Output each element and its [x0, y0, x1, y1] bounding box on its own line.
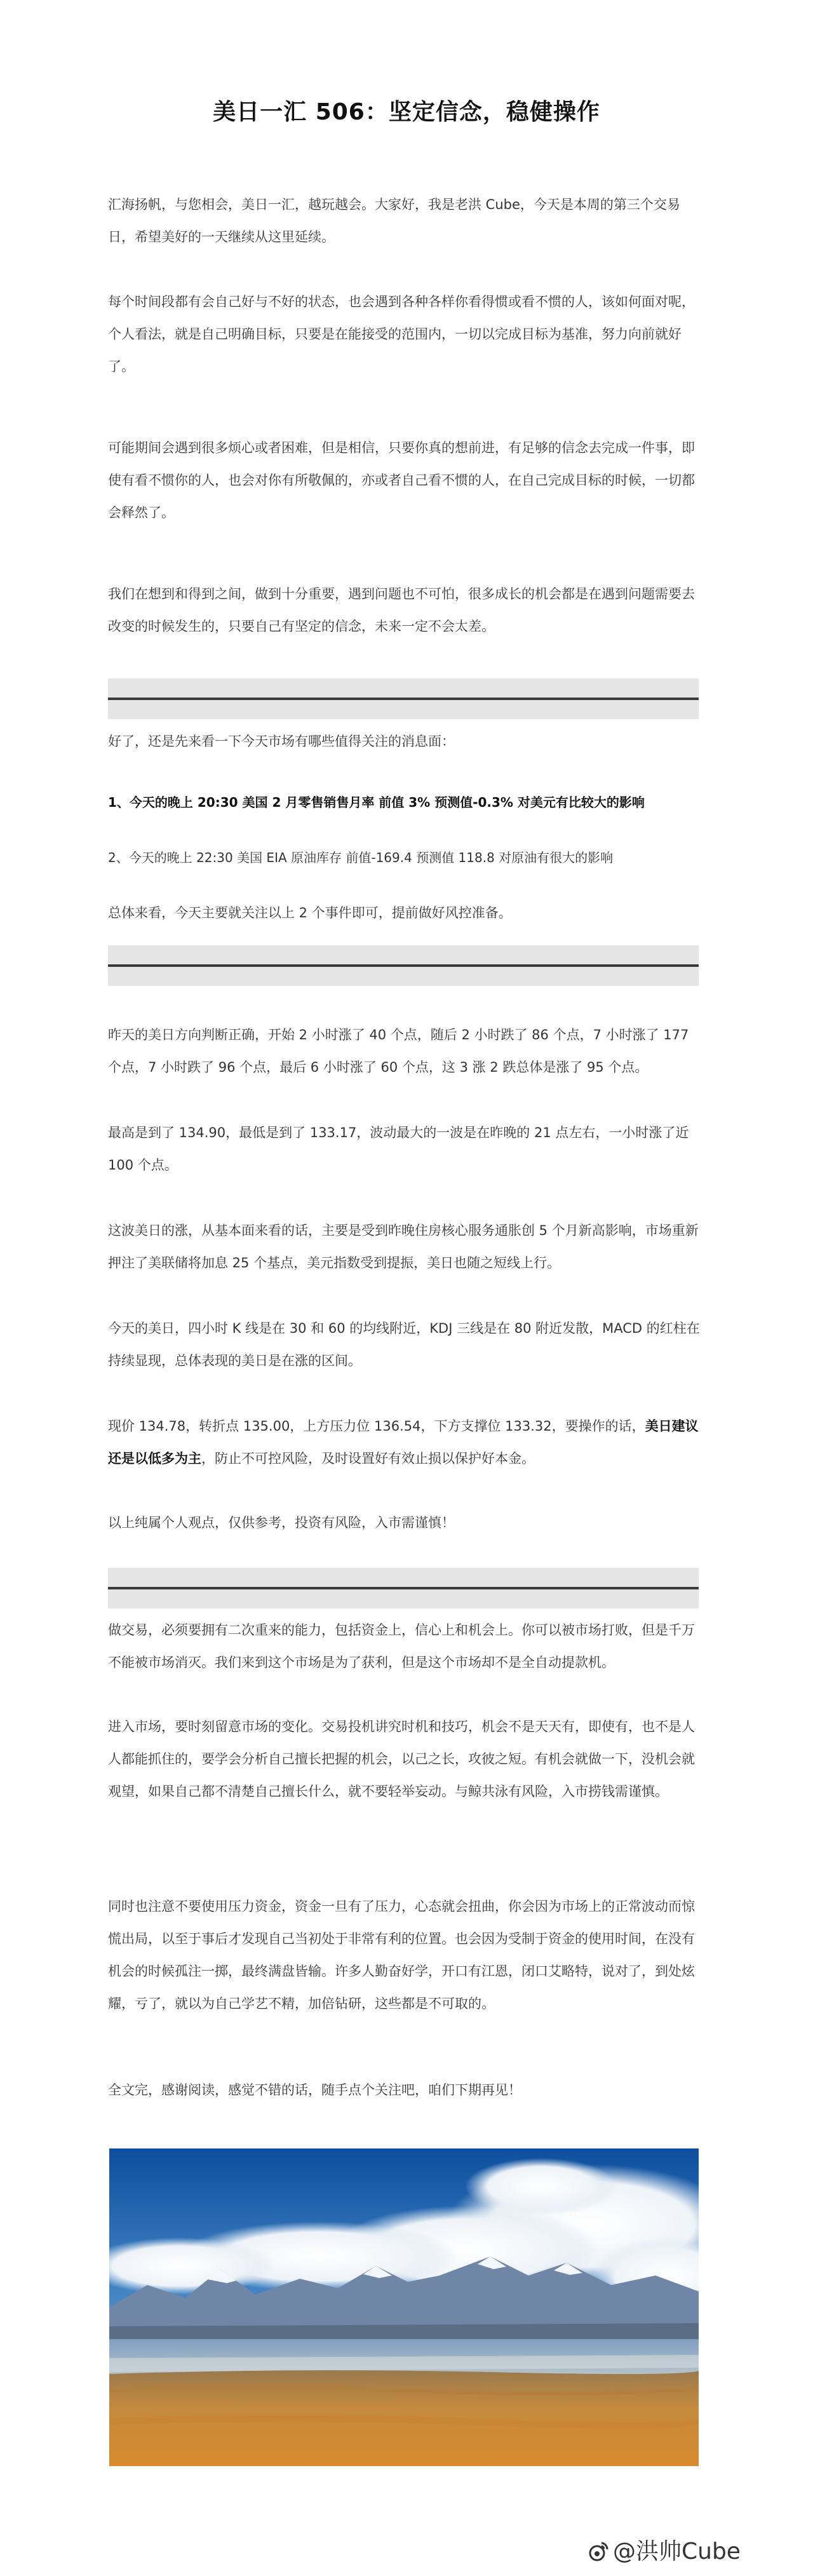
- paragraph-analysis-2: 最高是到了 134.90，最低是到了 133.17，波动最大的一波是在昨晚的 21 点左右，一小时涨了近 100 个点。: [108, 1125, 689, 1173]
- section-divider: [108, 945, 699, 986]
- paragraph-analysis-4: 今天的美日，四小时 K 线是在 30 和 60 的均线附近，KDJ 三线是在 80 附近发散，MACD 的红柱在持续显现，总体表现的美日是在涨的区间。: [108, 1321, 700, 1368]
- paragraph-outro-1: 做交易，必须要拥有二次重来的能力，包括资金上，信心上和机会上。你可以被市场打败，但是千万不能被市场消灭。我们来到这个市场是为了获利，但是这个市场却不是全自动提款机。: [108, 1622, 695, 1670]
- landscape-photo: [109, 2148, 699, 2466]
- section-divider: [108, 1568, 699, 1608]
- analysis-5-text: 现价 134.78，转折点 135.00，上方压力位 136.54，下方支撑位 133.32，要操作的话，: [108, 1419, 645, 1434]
- analysis-5-tail: ，防止不可控风险，及时设置好有效止损以保护好本金。: [201, 1451, 535, 1466]
- paragraph-news-summary: 总体来看，今天主要就关注以上 2 个事件即可，提前做好风控准备。: [108, 905, 512, 920]
- paragraph-news-intro: 好了，还是先来看一下今天市场有哪些值得关注的消息面：: [108, 734, 455, 749]
- paragraph-intro-4: 我们在想到和得到之间，做到十分重要，遇到问题也不可怕，很多成长的机会都是在遇到问题需要去改变的时候发生的，只要自己有坚定的信念，未来一定不会太差。: [108, 586, 695, 634]
- paragraph-disclaimer: 以上纯属个人观点，仅供参考，投资有风险，入市需谨慎！: [108, 1515, 455, 1530]
- news-item-1: 1、今天的晚上 20:30 美国 2 月零售销售月率 前值 3% 预测值-0.3% 对美元有比较大的影响: [108, 795, 645, 810]
- paragraph-outro-3: 同时也注意不要使用压力资金，资金一旦有了压力，心态就会扭曲，你会因为市场上的正常波动而惊慌出局，以至于事后才发现自己当初处于非常有利的位置。也会因为受制于资金的使用时间，在没有机会的时候孤注一掷，最终满盘皆输。许多人勤奋好学，开口有江恩，闭口艾略特，说对了，到处炫耀，亏了，就以为自己学艺不精，加倍钻研，这些都是不可取的。: [108, 1899, 695, 2011]
- paragraph-outro-2: 进入市场，要时刻留意市场的变化。交易投机讲究时机和技巧，机会不是天天有，即使有，也不是人人都能抓住的，要学会分析自己擅长把握的机会，以己之长，攻彼之短。有机会就做一下，没机会就观望，如果自己都不清楚自己擅长什么，就不要轻举妄动。与鲸共泳有风险，入市捞钱需谨慎。: [108, 1719, 695, 1799]
- paragraph-closing: 全文完，感谢阅读，感觉不错的话，随手点个关注吧，咱们下期再见！: [108, 2082, 521, 2098]
- paragraph-intro-2: 每个时间段都有会自己好与不好的状态，也会遇到各种各样你看得惯或看不惯的人，该如何面对呢，个人看法，就是自己明确目标，只要是在能接受的范围内，一切以完成目标为基准，努力向前就好了。: [108, 294, 695, 374]
- weibo-logo-icon: [588, 2540, 609, 2562]
- section-divider: [108, 678, 699, 719]
- paragraph-analysis-3: 这波美日的涨，从基本面来看的话，主要是受到昨晚住房核心服务通胀创 5 个月新高影响，市场重新押注了美联储将加息 25 个基点，美元指数受到提振，美日也随之短线上行。: [108, 1223, 699, 1271]
- watermark-text: @洪帅Cube: [613, 2539, 741, 2565]
- paragraph-intro-3: 可能期间会遇到很多烦心或者困难，但是相信，只要你真的想前进，有足够的信念去完成一件事，即使有看不惯你的人，也会对你有所敬佩的，亦或者自己看不惯的人，在自己完成目标的时候，一切都会释然了。: [108, 440, 695, 520]
- article-title: 美日一汇 506：坚定信念，稳健操作: [213, 99, 600, 125]
- paragraph-intro-1: 汇海扬帆，与您相会，美日一汇，越玩越会。大家好，我是老洪 Cube，今天是本周的第三个交易日，希望美好的一天继续从这里延续。: [108, 197, 680, 245]
- author-watermark: [588, 2533, 741, 2566]
- paragraph-analysis-5: [108, 1410, 705, 1475]
- paragraph-analysis-1: 昨天的美日方向判断正确，开始 2 小时涨了 40 个点，随后 2 小时跌了 86 个点，7 小时涨了 177 个点，7 小时跌了 96 个点，最后 6 小时涨了 60 个点，这 3 涨 2 跌总体是涨了 95 个点。: [108, 1027, 689, 1075]
- analysis-5-recommendation: 美日建议还是以低多为主: [108, 1419, 699, 1466]
- news-item-2: 2、今天的晚上 22:30 美国 EIA 原油库存 前值-169.4 预测值 118.8 对原油有很大的影响: [108, 850, 614, 865]
